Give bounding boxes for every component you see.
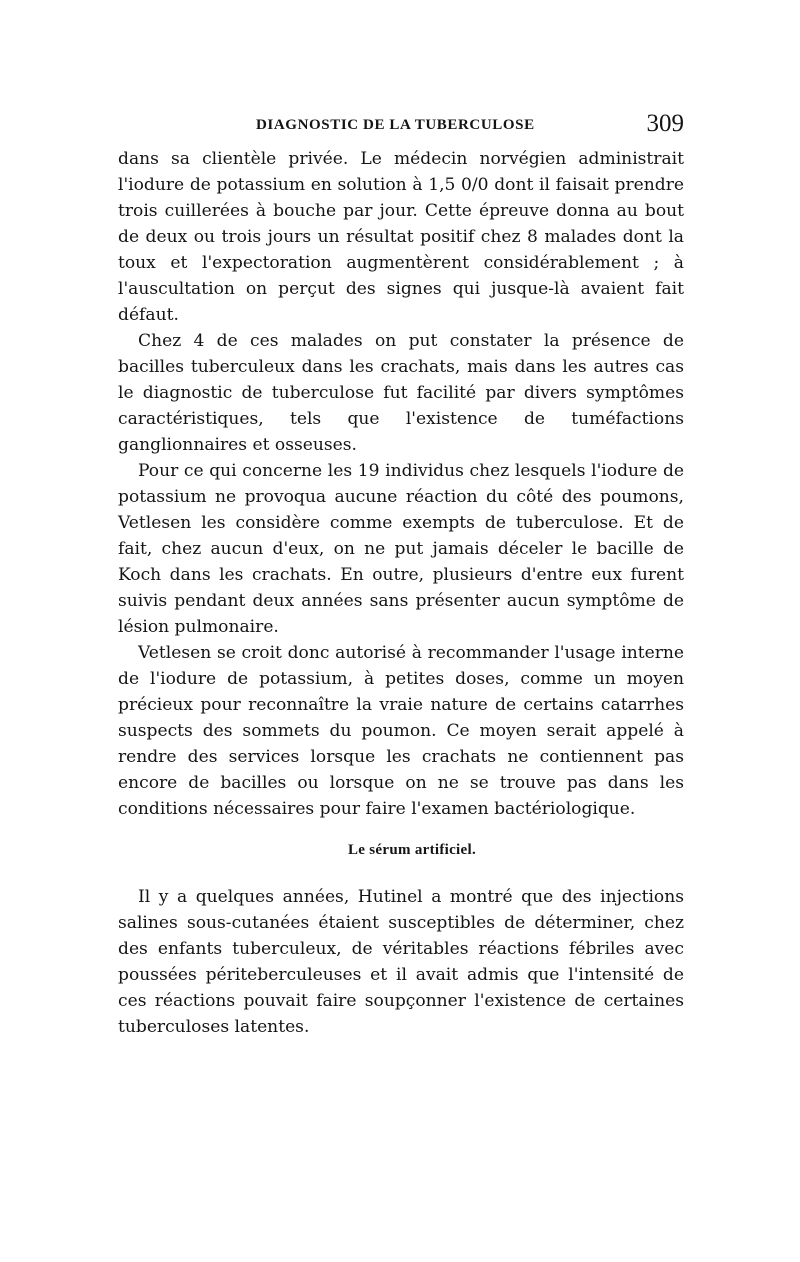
paragraph: Vetlesen se croit donc autorisé à recommander l'usage interne de l'iodure de potassium, à petites doses, comme un moyen précieux pour reconnaître la vraie nature de certains catarrhes suspects des sommets du poumon. Ce moyen serait appelé à rendre des services lorsque les crachats ne contiennent pas encore de bacilles ou lorsque on ne se trouve pas dans les conditions nécessaires pour faire l'examen bactériologique. <box>118 643 684 819</box>
section-text <box>118 884 684 1040</box>
book-page <box>118 112 684 1040</box>
paragraph: Il y a quelques années, Hutinel a montré que des injections salines sous-cutanées étaient susceptibles de déterminer, chez des enfants tuberculeux, de véritables réactions fébriles avec poussées périteberculeuses et il avait admis que l'intensité de ces réactions pouvait faire soupçonner l'existence de certaines tuberculoses latentes. <box>118 887 684 1037</box>
section-heading: Le sérum artificiel. <box>347 842 477 858</box>
paragraph: Pour ce qui concerne les 19 individus chez lesquels l'iodure de potassium ne provoqua aucune réaction du côté des poumons, Vetlesen les considère comme exempts de tuberculose. Et de fait, chez aucun d'eux, on ne put jamais déceler le bacille de Koch dans les crachats. En outre, plusieurs d'entre eux furent suivis pendant deux années sans présenter aucun symptôme de lésion pulmonaire. <box>118 461 684 637</box>
page-header <box>118 112 684 146</box>
paragraph-continued: dans sa clientèle privée. Le médecin norvégien administrait l'iodure de potassium en solution à 1,5 0/0 dont il faisait prendre trois cuillerées à bouche par jour. Cette épreuve donna au bout de deux ou trois jours un résultat positif chez 8 malades dont la toux et l'expectoration augmentèrent considérablement ; à l'auscultation on perçut des signes qui jusque-là avaient fait défaut. <box>118 149 684 325</box>
running-title: DIAGNOSTIC DE LA TUBERCULOSE <box>256 117 535 133</box>
body-text <box>118 146 684 822</box>
paragraph: Chez 4 de ces malades on put constater la présence de bacilles tuberculeux dans les crachats, mais dans les autres cas le diagnostic de tuberculose fut facilité par divers symptômes caractéristiques, tels que l'existence de tuméfactions ganglionnaires et osseuses. <box>118 331 684 455</box>
page-number: 309 <box>646 110 684 137</box>
